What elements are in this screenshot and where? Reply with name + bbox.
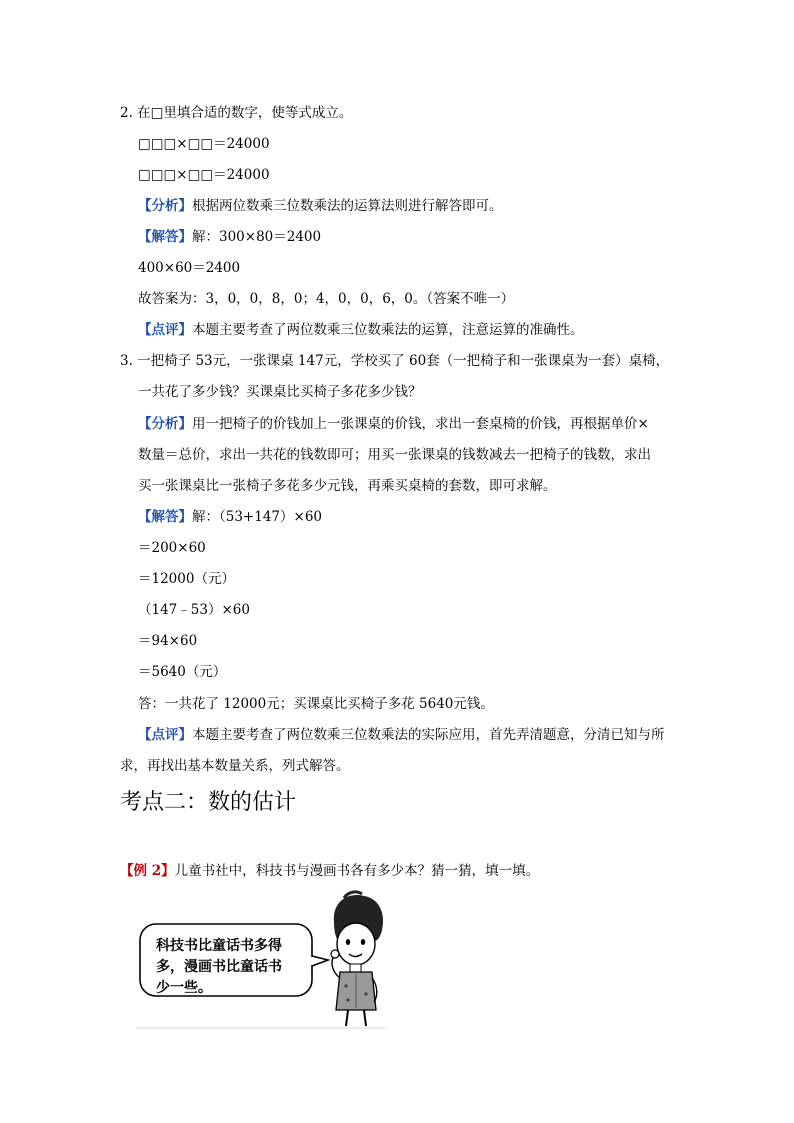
q2-answer-line-2: 400×60＝2400 bbox=[138, 260, 241, 276]
q2-equation-1: □□□×□□＝24000 bbox=[138, 136, 270, 152]
analysis-text: 根据两位数乘三位数乘法的运算法则进行解答即可。 bbox=[192, 198, 503, 214]
example-tag: 【例 2】 bbox=[120, 863, 175, 879]
section-heading: 考点二：数的估计 bbox=[120, 790, 297, 815]
review-text: 本题主要考查了两位数乘三位数乘法的运算，注意运算的准确性。 bbox=[192, 322, 584, 338]
q3-answer-line-4: （147﹣53）×60 bbox=[138, 602, 250, 618]
q3-answer-line-5: ＝94×60 bbox=[138, 633, 198, 649]
q3-answer-line-6: ＝5640（元） bbox=[138, 664, 227, 680]
q3-answer-line-2: ＝200×60 bbox=[138, 540, 206, 556]
review-tag: 【点评】 bbox=[138, 322, 192, 338]
speech-bubble-line-3: 少一些。 bbox=[156, 980, 212, 996]
review-tag: 【点评】 bbox=[138, 727, 192, 743]
q3-answer bbox=[138, 508, 322, 526]
q3-answer-line-7: 答：一共花了 12000元；买课桌比买椅子多花 5640元钱。 bbox=[138, 696, 494, 712]
answer-tag: 【解答】 bbox=[138, 229, 192, 245]
speech-bubble-line-1: 科技书比童话书多得 bbox=[156, 938, 282, 954]
analysis-tag: 【分析】 bbox=[138, 416, 192, 432]
q2-answer bbox=[138, 228, 321, 246]
analysis-tag: 【分析】 bbox=[138, 198, 192, 214]
answer-tag: 【解答】 bbox=[138, 509, 192, 525]
q2-prompt: 2. 在□里填合适的数字，使等式成立。 bbox=[120, 105, 353, 121]
review-text: 本题主要考查了两位数乘三位数乘法的实际应用，首先弄清题意，分清已知与所 bbox=[192, 727, 665, 743]
example-2 bbox=[120, 862, 539, 880]
q2-equation-2: □□□×□□＝24000 bbox=[138, 167, 270, 183]
q3-answer-line-3: ＝12000（元） bbox=[138, 571, 235, 587]
q3-analysis-line-3: 买一张课桌比一张椅子多花多少元钱，再乘买桌椅的套数，即可求解。 bbox=[138, 478, 557, 494]
q3-review bbox=[138, 726, 665, 744]
example-text: 儿童书社中，科技书与漫画书各有多少本？猜一猜，填一填。 bbox=[174, 863, 540, 879]
q3-prompt-line-1: 3. 一把椅子 53元，一张课桌 147元，学校买了 60套（一把椅子和一张课桌为一套）桌椅， bbox=[120, 353, 670, 369]
q3-prompt-line-2: 一共花了多少钱？买课桌比买椅子多花多少钱？ bbox=[138, 384, 422, 400]
q2-review bbox=[138, 321, 584, 339]
speech-bubble-line-2: 多，漫画书比童话书 bbox=[156, 959, 282, 975]
q3-analysis bbox=[138, 415, 649, 433]
answer-text: 解：（53+147）×60 bbox=[192, 509, 322, 525]
q3-analysis-line-2: 数量＝总价，求出一共花的钱数即可；用买一张课桌的钱数减去一把椅子的钱数，求出 bbox=[138, 447, 651, 463]
analysis-text: 用一把椅子的价钱加上一张课桌的价钱，求出一套桌椅的价钱，再根据单价× bbox=[192, 416, 649, 432]
answer-text: 解：300×80＝2400 bbox=[192, 229, 322, 245]
q2-analysis bbox=[138, 197, 503, 215]
q3-review-line-2: 求，再找出基本数量关系，列式解答。 bbox=[120, 758, 350, 774]
q2-answer-line-3: 故答案为：3，0，0，8，0；4，0，0，6，0。（答案不唯一） bbox=[138, 291, 515, 307]
